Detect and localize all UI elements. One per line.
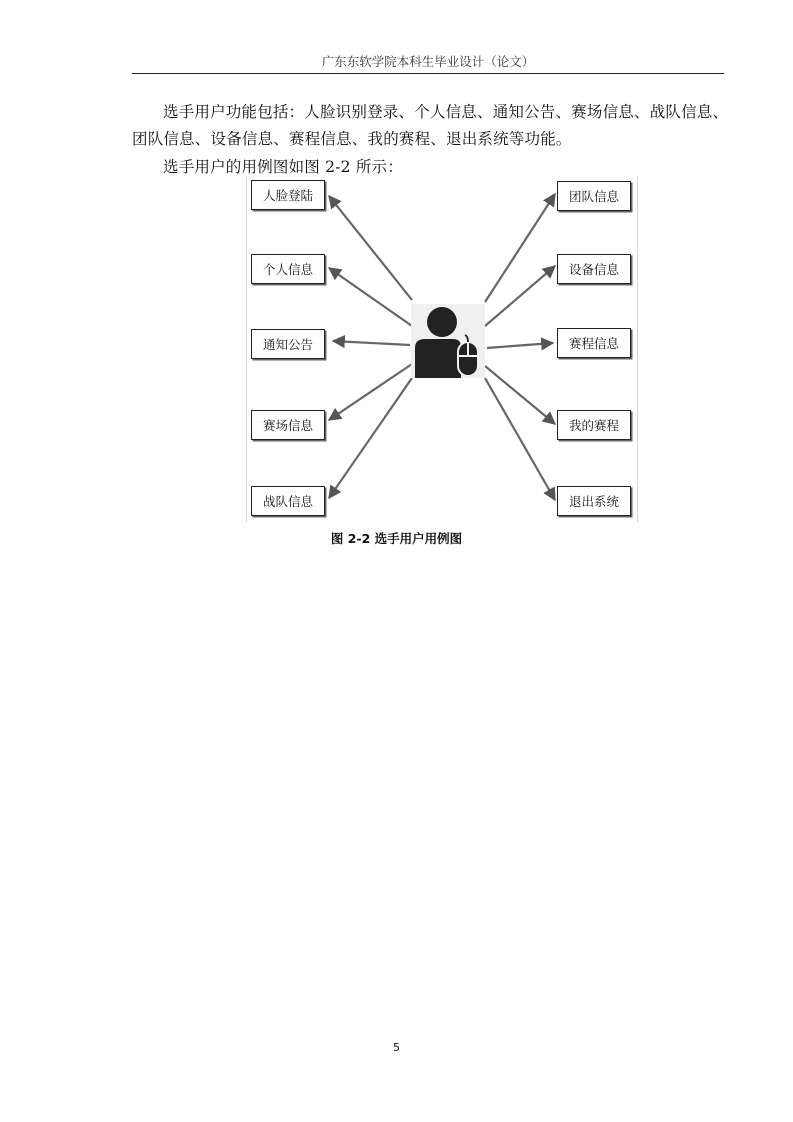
arrow-to-face-login bbox=[329, 196, 412, 300]
user-with-mouse-icon bbox=[411, 304, 485, 378]
use-case-squad-info: 战队信息 bbox=[251, 486, 325, 516]
use-case-team-info: 团队信息 bbox=[557, 181, 631, 211]
use-case-face-login: 人脸登陆 bbox=[251, 180, 325, 210]
arrow-to-device-info bbox=[485, 266, 555, 326]
arrow-to-squad-info bbox=[329, 378, 412, 498]
arrow-to-personal-info bbox=[329, 268, 412, 326]
paragraph-figure-intro: 选手用户的用例图如图 2-2 所示： bbox=[163, 158, 403, 176]
arrow-to-schedule-info bbox=[487, 343, 553, 348]
use-case-diagram bbox=[246, 176, 638, 522]
use-case-personal-info: 个人信息 bbox=[251, 254, 325, 284]
page-header: 广东东软学院本科生毕业设计（论文） bbox=[321, 54, 535, 69]
use-case-schedule-info: 赛程信息 bbox=[557, 328, 631, 358]
use-case-notice: 通知公告 bbox=[251, 329, 325, 359]
page-number: 5 bbox=[393, 1041, 400, 1054]
paragraph-line-1: 选手用户功能包括：人脸识别登录、个人信息、通知公告、赛场信息、战队信息、 bbox=[163, 103, 729, 121]
paragraph-line-2: 团队信息、设备信息、赛程信息、我的赛程、退出系统等功能。 bbox=[132, 130, 572, 148]
use-case-venue-info: 赛场信息 bbox=[251, 410, 325, 440]
use-case-device-info: 设备信息 bbox=[557, 254, 631, 284]
arrow-to-venue-info bbox=[329, 364, 412, 420]
header-rule bbox=[132, 73, 724, 74]
figure-caption: 图 2-2 选手用户用例图 bbox=[330, 531, 463, 546]
use-case-my-schedule: 我的赛程 bbox=[557, 410, 631, 440]
arrow-to-notice bbox=[333, 341, 410, 345]
use-case-logout: 退出系统 bbox=[557, 486, 631, 516]
arrow-to-team-info bbox=[485, 194, 555, 302]
